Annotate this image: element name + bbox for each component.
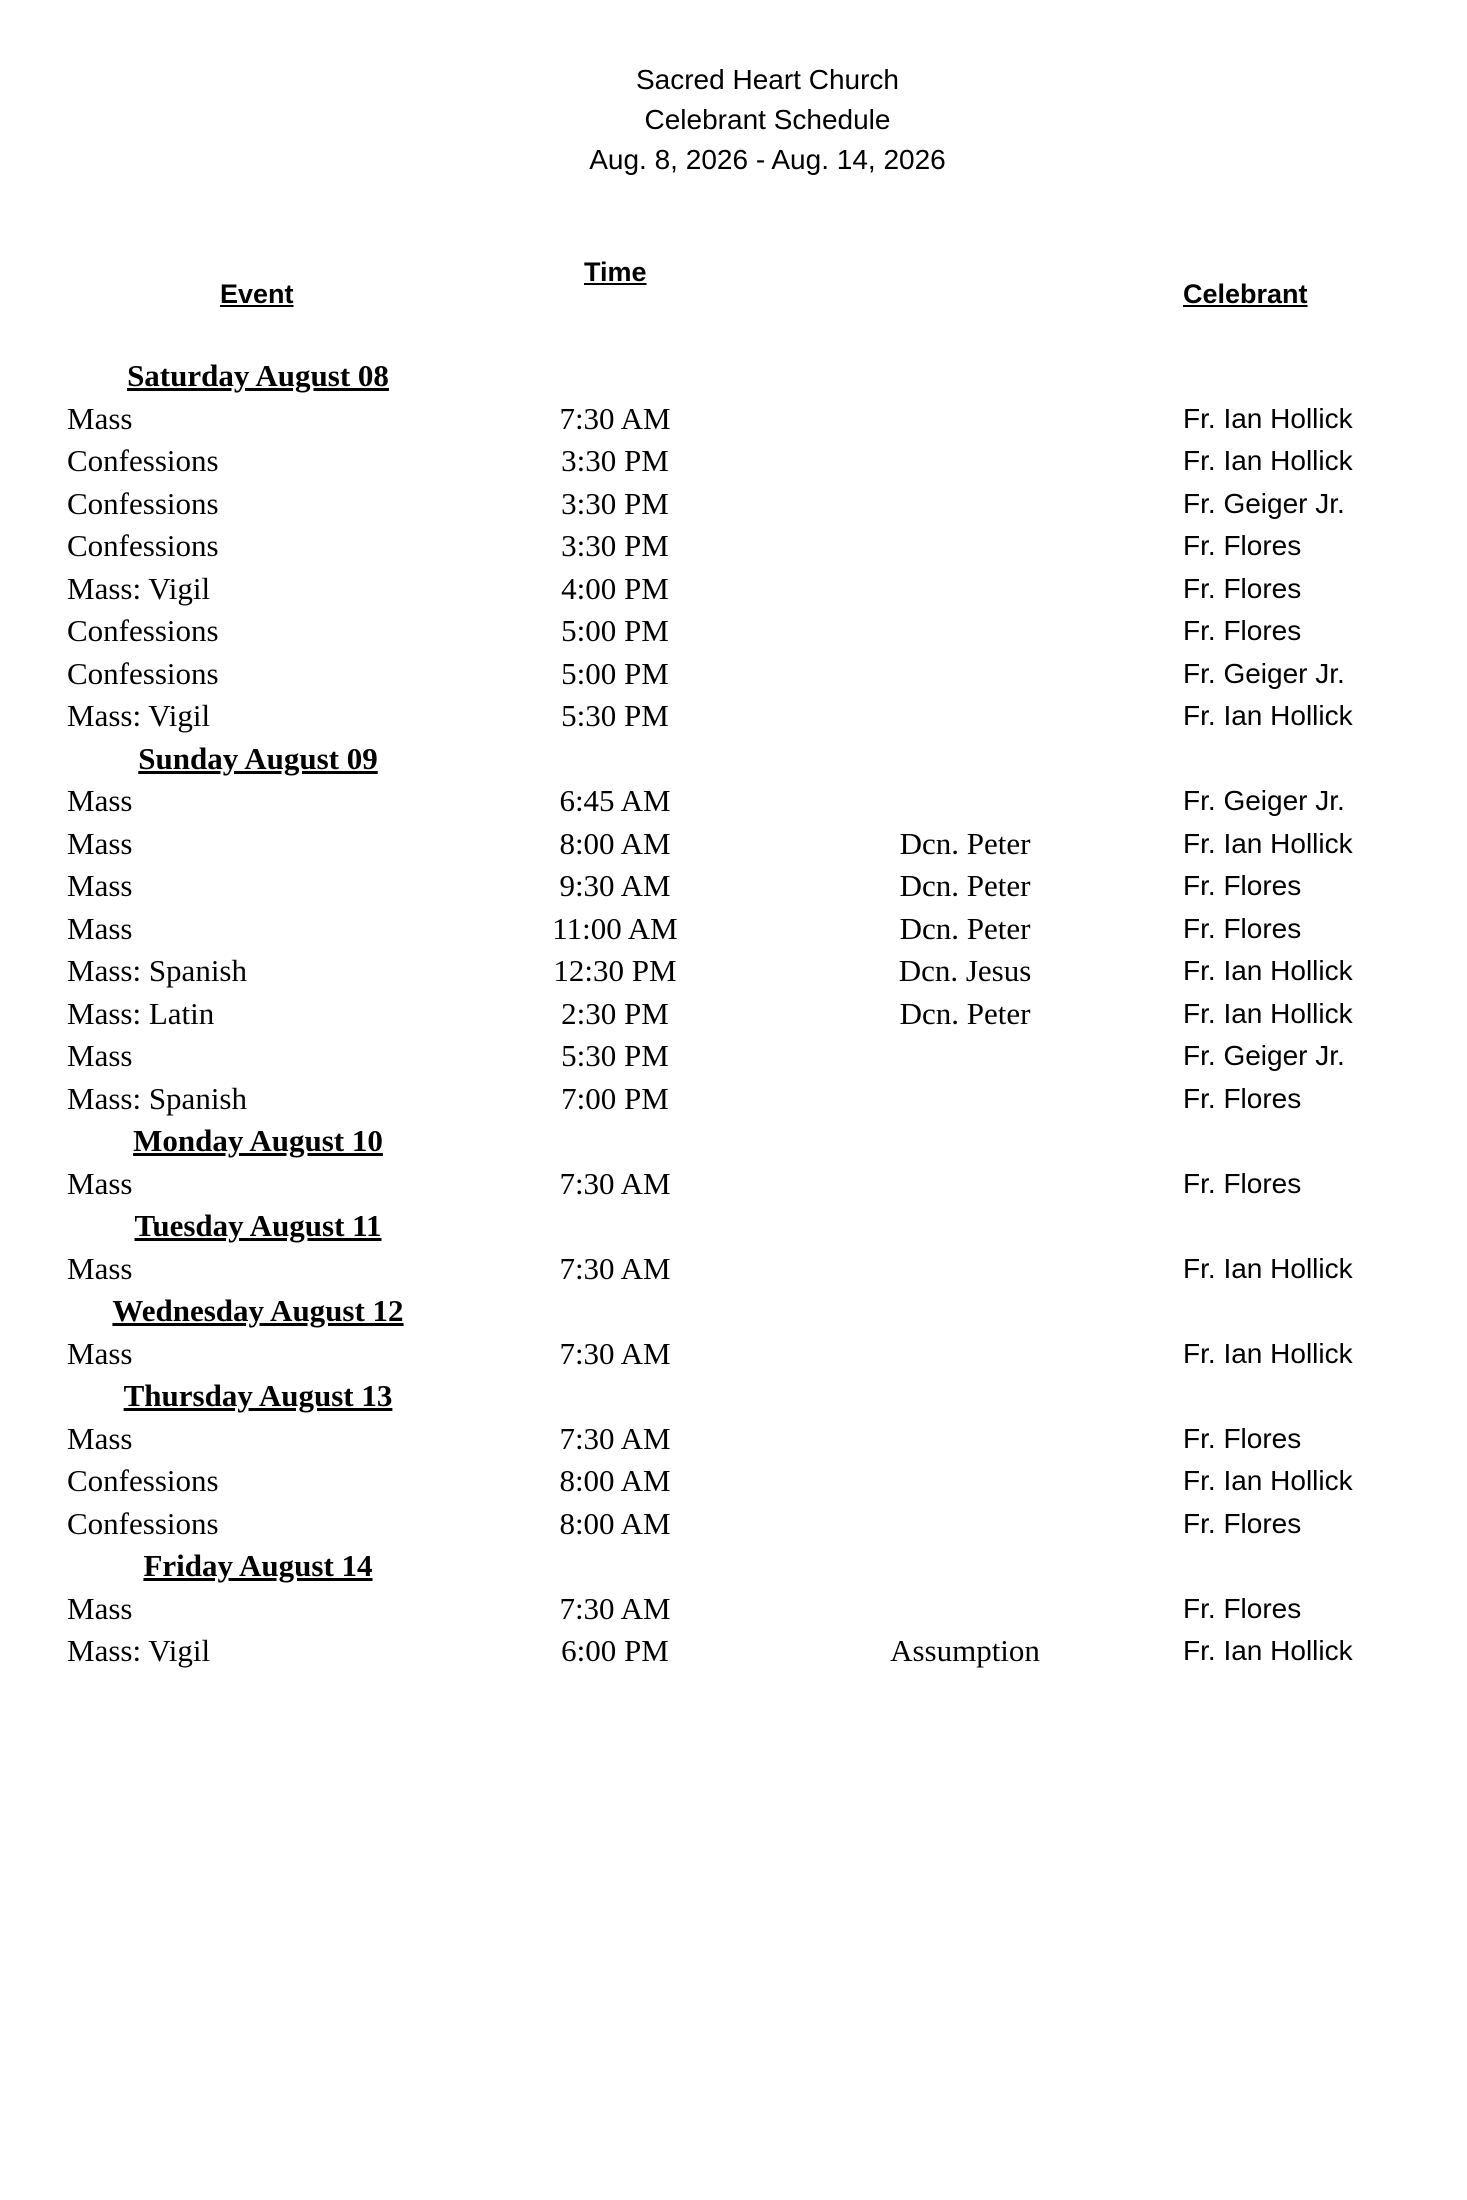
event-cell: Confessions <box>67 485 219 521</box>
day-section-header <box>0 1120 1467 1163</box>
time-cell: 7:00 PM <box>561 1080 669 1116</box>
time-cell: 3:30 PM <box>561 485 669 521</box>
day-section-header <box>0 1290 1467 1333</box>
table-row <box>0 993 1467 1036</box>
table-row <box>0 780 1467 823</box>
day-label: Monday August 10 <box>133 1123 383 1158</box>
celebrant-cell: Fr. Flores <box>1183 870 1302 901</box>
event-cell: Mass <box>67 910 133 946</box>
time-cell: 7:30 AM <box>559 400 671 436</box>
event-cell: Mass: Spanish <box>67 953 247 988</box>
table-row <box>0 865 1467 908</box>
date-range: Aug. 8, 2026 - Aug. 14, 2026 <box>589 144 946 175</box>
time-cell: 7:30 AM <box>559 1420 671 1456</box>
celebrant-cell: Fr. Geiger Jr. <box>1183 785 1345 816</box>
day-section-header <box>0 1375 1467 1418</box>
time-cell: 7:30 AM <box>559 1335 671 1371</box>
celebrant-cell: Fr. Flores <box>1183 912 1302 944</box>
event-cell: Confessions <box>67 613 219 648</box>
table-row <box>0 1460 1467 1503</box>
table-row <box>0 1588 1467 1631</box>
celebrant-cell: Fr. Flores <box>1183 530 1302 561</box>
table-row <box>0 610 1467 653</box>
deacon-note-cell: Dcn. Jesus <box>898 953 1032 988</box>
day-label: Friday August 14 <box>143 1548 373 1583</box>
day-section-header <box>0 1205 1467 1248</box>
celebrant-cell: Fr. Flores <box>1183 1592 1302 1624</box>
time-cell: 12:30 PM <box>553 953 677 988</box>
time-cell: 5:30 PM <box>561 698 669 733</box>
table-row <box>0 568 1467 611</box>
time-cell: 5:00 PM <box>561 613 669 648</box>
deacon-note-cell: Dcn. Peter <box>899 868 1031 903</box>
deacon-note-cell: Assumption <box>890 1633 1040 1668</box>
event-cell: Mass <box>67 1165 133 1201</box>
column-header-celebrant: Celebrant <box>1183 279 1308 309</box>
event-cell: Mass <box>67 868 133 903</box>
celebrant-cell: Fr. Flores <box>1183 1167 1302 1199</box>
table-row <box>0 653 1467 696</box>
time-cell: 6:45 AM <box>559 783 671 818</box>
event-cell: Confessions <box>67 1463 219 1498</box>
celebrant-cell: Fr. Ian Hollick <box>1183 1635 1353 1666</box>
schedule-table <box>0 355 1467 1673</box>
table-row <box>0 908 1467 951</box>
table-row <box>0 823 1467 866</box>
time-cell: 7:30 AM <box>559 1590 671 1626</box>
day-label: Thursday August 13 <box>123 1378 393 1413</box>
time-cell: 5:30 PM <box>561 1038 669 1073</box>
event-cell: Mass <box>67 1038 133 1073</box>
table-row <box>0 1078 1467 1121</box>
celebrant-cell: Fr. Ian Hollick <box>1183 955 1353 986</box>
celebrant-cell: Fr. Flores <box>1183 1082 1302 1114</box>
day-section-header <box>0 738 1467 781</box>
time-cell: 6:00 PM <box>561 1633 669 1668</box>
table-row <box>0 1333 1467 1376</box>
day-section-header <box>0 355 1467 398</box>
table-row <box>0 483 1467 526</box>
column-header-event: Event <box>220 279 294 309</box>
celebrant-cell: Fr. Flores <box>1183 572 1302 604</box>
time-cell: 7:30 AM <box>559 1250 671 1286</box>
time-cell: 9:30 AM <box>559 868 671 903</box>
table-row <box>0 1035 1467 1078</box>
table-row <box>0 1248 1467 1291</box>
celebrant-cell: Fr. Ian Hollick <box>1183 1465 1353 1496</box>
table-row <box>0 398 1467 441</box>
event-cell: Mass <box>67 1420 133 1456</box>
table-row <box>0 525 1467 568</box>
event-cell: Confessions <box>67 655 219 691</box>
event-cell: Mass: Vigil <box>67 570 211 606</box>
event-cell: Mass <box>67 1590 133 1626</box>
table-row <box>0 1418 1467 1461</box>
event-cell: Mass: Vigil <box>67 698 211 733</box>
event-cell: Mass: Spanish <box>67 1080 247 1116</box>
event-cell: Mass: Vigil <box>67 1633 211 1668</box>
table-row <box>0 1503 1467 1546</box>
time-cell: 8:00 AM <box>559 825 671 861</box>
event-cell: Mass <box>67 1335 133 1371</box>
time-cell: 8:00 AM <box>559 1505 671 1541</box>
table-row <box>0 440 1467 483</box>
event-cell: Mass <box>67 825 133 861</box>
table-row <box>0 950 1467 993</box>
time-cell: 2:30 PM <box>561 995 669 1031</box>
event-cell: Confessions <box>67 443 219 478</box>
celebrant-cell: Fr. Flores <box>1183 615 1302 646</box>
celebrant-cell: Fr. Ian Hollick <box>1183 402 1353 434</box>
celebrant-cell: Fr. Ian Hollick <box>1183 700 1353 731</box>
table-row <box>0 1163 1467 1206</box>
time-cell: 8:00 AM <box>559 1463 671 1498</box>
time-cell: 4:00 PM <box>561 570 669 606</box>
event-cell: Mass: Latin <box>67 995 215 1031</box>
event-cell: Mass <box>67 783 133 818</box>
celebrant-cell: Fr. Geiger Jr. <box>1183 1040 1345 1071</box>
celebrant-cell: Fr. Geiger Jr. <box>1183 487 1345 519</box>
time-cell: 5:00 PM <box>561 655 669 691</box>
time-cell: 3:30 PM <box>561 528 669 563</box>
day-label: Wednesday August 12 <box>112 1293 404 1328</box>
celebrant-cell: Fr. Ian Hollick <box>1183 827 1353 859</box>
day-section-header <box>0 1545 1467 1588</box>
event-cell: Confessions <box>67 528 219 563</box>
time-cell: 7:30 AM <box>559 1165 671 1201</box>
event-cell: Mass <box>67 1250 133 1286</box>
celebrant-cell: Fr. Ian Hollick <box>1183 1337 1353 1369</box>
day-label: Sunday August 09 <box>138 740 378 776</box>
time-cell: 11:00 AM <box>552 910 678 946</box>
church-name: Sacred Heart Church <box>635 64 899 95</box>
celebrant-cell: Fr. Geiger Jr. <box>1183 657 1345 689</box>
time-cell: 3:30 PM <box>561 443 669 478</box>
event-cell: Mass <box>67 400 133 436</box>
document-title: Celebrant Schedule <box>644 104 891 135</box>
celebrant-cell: Fr. Flores <box>1183 1507 1302 1539</box>
celebrant-cell: Fr. Flores <box>1183 1422 1302 1454</box>
celebrant-cell: Fr. Ian Hollick <box>1183 1252 1353 1284</box>
table-row <box>0 695 1467 738</box>
event-cell: Confessions <box>67 1505 219 1541</box>
column-header-time: Time <box>584 257 647 287</box>
celebrant-cell: Fr. Ian Hollick <box>1183 997 1353 1029</box>
day-label: Tuesday August 11 <box>134 1208 382 1243</box>
table-row <box>0 1630 1467 1673</box>
deacon-note-cell: Dcn. Peter <box>899 910 1031 946</box>
deacon-note-cell: Dcn. Peter <box>899 995 1031 1031</box>
day-label: Saturday August 08 <box>127 358 389 393</box>
celebrant-cell: Fr. Ian Hollick <box>1183 445 1353 476</box>
deacon-note-cell: Dcn. Peter <box>899 825 1031 861</box>
